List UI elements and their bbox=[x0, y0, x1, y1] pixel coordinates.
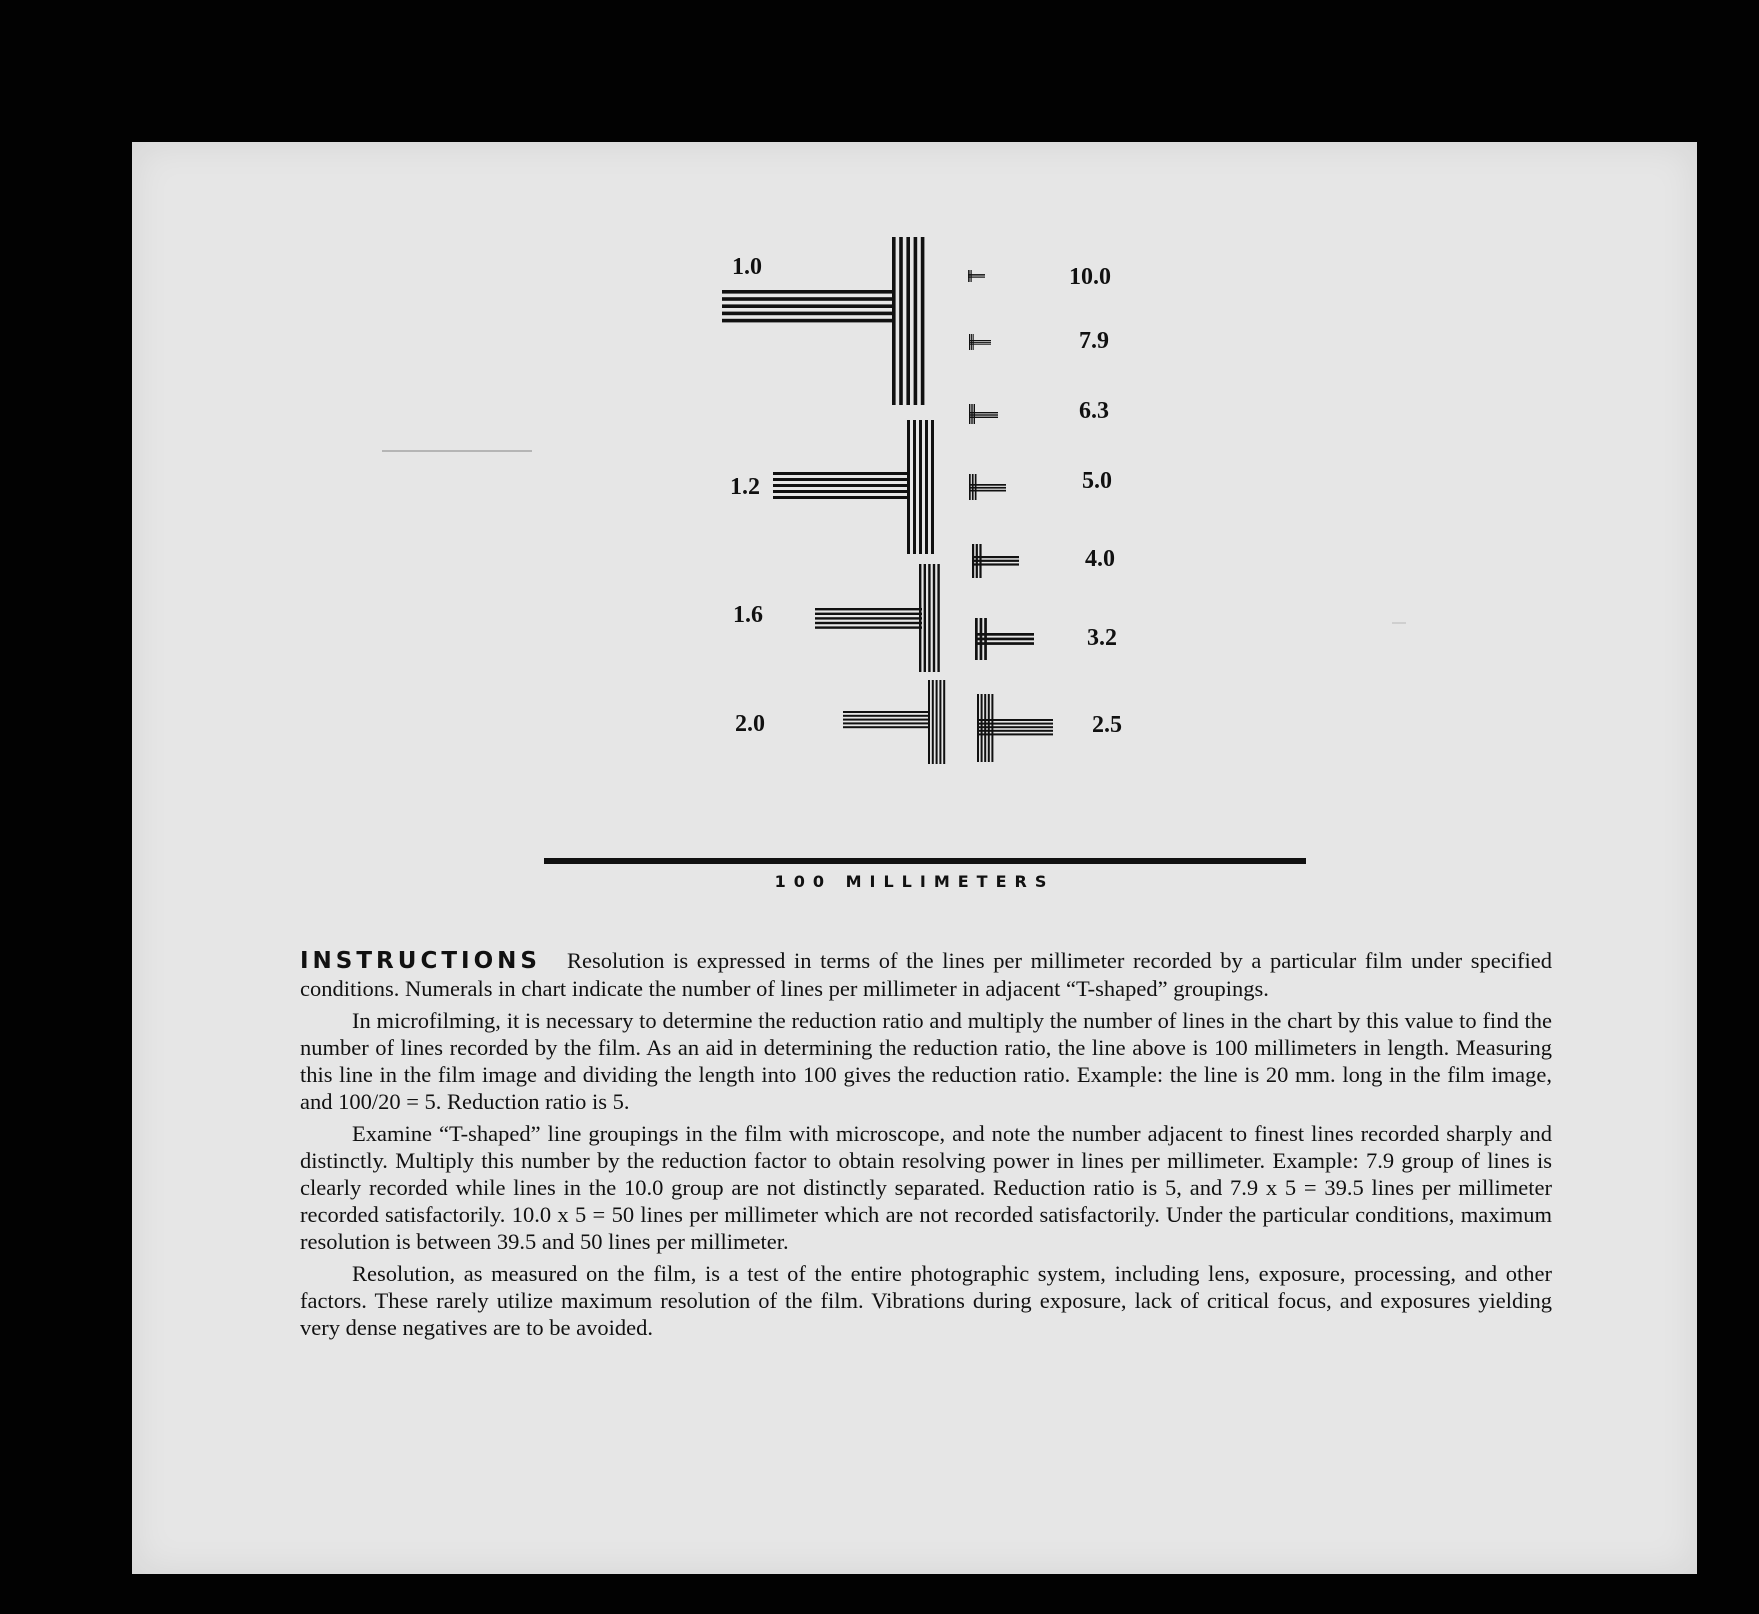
right-group-horizontal-line bbox=[969, 417, 998, 418]
right-group-vertical-line bbox=[973, 334, 974, 350]
left-group-horizontal-line bbox=[843, 711, 929, 713]
left-group-vertical-line bbox=[928, 680, 930, 764]
right-group-vertical-line bbox=[991, 694, 993, 762]
right-group-horizontal-line bbox=[968, 275, 985, 276]
left-group-horizontal-line bbox=[815, 617, 922, 619]
left-group-horizontal-line bbox=[815, 613, 922, 615]
left-group-horizontal-line bbox=[815, 608, 922, 610]
left-group-vertical-line bbox=[932, 680, 934, 764]
right-group-vertical-line bbox=[971, 270, 972, 282]
right-group-vertical-line bbox=[971, 404, 972, 424]
right-group-horizontal-line bbox=[969, 344, 991, 345]
left-group-vertical-line bbox=[936, 680, 938, 764]
left-group-horizontal-line bbox=[722, 304, 894, 308]
resolution-chart bbox=[132, 142, 1697, 1574]
left-group-vertical-line bbox=[939, 680, 941, 764]
left-group-horizontal-line bbox=[773, 478, 909, 481]
left-group-horizontal-line bbox=[773, 490, 909, 493]
instructions-paragraph-3: Examine “T-shaped” line groupings in the film with microscope, and note the number adjacent to finest lines recorded sharply and distinctly. Multiply this number by the reduction factor to obtain resolving power in lines per millimeter. Example: 7.9 group of lines is clearly recorded while lines in the 10.0 group are not distinctly separated. Reduction ratio is 5, and 7.9 x 5 = 39.5 lines per millimeter recorded satisfactorily. 10.0 x 5 = 50 lines per millimeter which are not recorded satisfactorily. Under the particular conditions, maximum resolution is between 39.5 and 50 lines per millimeter. bbox=[300, 1121, 1552, 1254]
right-group-horizontal-line bbox=[969, 342, 991, 343]
left-group-vertical-line bbox=[933, 564, 935, 672]
left-group-label: 1.0 bbox=[732, 254, 762, 280]
left-group-vertical-line bbox=[925, 420, 928, 554]
left-group-horizontal-line bbox=[843, 719, 929, 721]
instructions-paragraph-1-text: Resolution is expressed in terms of the lines per millimeter recorded by a particular film under specified conditions. Numerals in chart indicate the number of lines per millimeter in adjacent “T-shaped” groupings. bbox=[300, 948, 1552, 1001]
left-group-horizontal-line bbox=[722, 297, 894, 301]
left-group-horizontal-line bbox=[843, 726, 929, 728]
right-group-horizontal-line bbox=[969, 487, 1006, 489]
left-group-horizontal-line bbox=[773, 484, 909, 487]
left-group-label: 2.0 bbox=[735, 711, 765, 737]
right-group-label: 2.5 bbox=[1092, 712, 1122, 738]
right-group-horizontal-line bbox=[968, 274, 985, 275]
left-group-vertical-line bbox=[921, 237, 925, 405]
instructions-paragraph-1 bbox=[300, 947, 1552, 1002]
right-group-horizontal-line bbox=[969, 490, 1006, 492]
left-group-horizontal-line bbox=[722, 290, 894, 294]
left-group-vertical-line bbox=[899, 237, 903, 405]
left-group-vertical-line bbox=[914, 237, 918, 405]
left-group-vertical-line bbox=[931, 420, 934, 554]
right-group-label: 3.2 bbox=[1087, 625, 1117, 651]
right-group-horizontal-line bbox=[972, 563, 1019, 565]
instructions-heading: INSTRUCTIONS bbox=[300, 948, 541, 974]
right-group-label: 7.9 bbox=[1079, 328, 1109, 354]
right-group-horizontal-line bbox=[972, 560, 1019, 562]
right-group-horizontal-line bbox=[977, 730, 1053, 732]
right-group-vertical-line bbox=[974, 404, 975, 424]
left-group-horizontal-line bbox=[843, 715, 929, 717]
left-group-horizontal-line bbox=[815, 622, 922, 624]
left-group-vertical-line bbox=[928, 564, 930, 672]
right-group-vertical-line bbox=[969, 404, 970, 424]
right-group-horizontal-line bbox=[972, 556, 1019, 558]
right-group-vertical-line bbox=[979, 544, 981, 578]
left-group-label: 1.6 bbox=[733, 602, 763, 628]
instructions-block bbox=[300, 947, 1552, 1346]
left-group-vertical-line bbox=[906, 237, 910, 405]
right-group-horizontal-line bbox=[975, 642, 1034, 645]
right-group-vertical-line bbox=[988, 694, 990, 762]
left-group-label: 1.2 bbox=[730, 474, 760, 500]
right-group-label: 10.0 bbox=[1069, 264, 1111, 290]
right-group-horizontal-line bbox=[969, 414, 998, 415]
left-group-vertical-line bbox=[919, 420, 922, 554]
left-group-vertical-line bbox=[913, 420, 916, 554]
scale-label: 100 MILLIMETERS bbox=[774, 872, 1055, 891]
left-group-horizontal-line bbox=[773, 496, 909, 499]
test-chart-card bbox=[132, 142, 1697, 1574]
left-group-horizontal-line bbox=[722, 312, 894, 316]
scale-line-100mm bbox=[544, 858, 1306, 864]
right-group-horizontal-line bbox=[975, 638, 1034, 641]
right-group-vertical-line bbox=[984, 618, 987, 660]
left-group-vertical-line bbox=[937, 564, 939, 672]
right-group-horizontal-line bbox=[969, 340, 991, 341]
instructions-paragraph-2: In microfilming, it is necessary to determine the reduction ratio and multiply the number of lines in the chart by this value to find the number of lines recorded by the film. As an aid in determining the reduction ratio, the line above is 100 millimeters in length. Measuring this line in the film image and dividing the length into 100 gives the reduction ratio. Example: the line is 20 mm. long in the film image, and 100/20 = 5. Reduction ratio is 5. bbox=[300, 1008, 1552, 1114]
right-group-label: 5.0 bbox=[1082, 468, 1112, 494]
right-group-label: 4.0 bbox=[1085, 546, 1115, 572]
right-group-horizontal-line bbox=[975, 633, 1034, 636]
left-group-horizontal-line bbox=[722, 319, 894, 323]
right-group-horizontal-line bbox=[969, 412, 998, 413]
instructions-paragraph-4: Resolution, as measured on the film, is a test of the entire photographic system, including lens, exposure, processing, and other factors. These rarely utilize maximum resolution of the film. Vibrations during exposure, lack of critical focus, and exposures yielding very dense negatives are to be avoided. bbox=[300, 1261, 1552, 1340]
left-group-vertical-line bbox=[924, 564, 926, 672]
right-group-horizontal-line bbox=[969, 484, 1006, 486]
right-group-label: 6.3 bbox=[1079, 398, 1109, 424]
left-group-horizontal-line bbox=[815, 626, 922, 628]
left-group-horizontal-line bbox=[843, 722, 929, 724]
left-group-vertical-line bbox=[943, 680, 945, 764]
right-group-horizontal-line bbox=[977, 733, 1053, 735]
right-group-horizontal-line bbox=[968, 277, 985, 278]
right-group-vertical-line bbox=[975, 474, 977, 500]
left-group-horizontal-line bbox=[773, 472, 909, 475]
